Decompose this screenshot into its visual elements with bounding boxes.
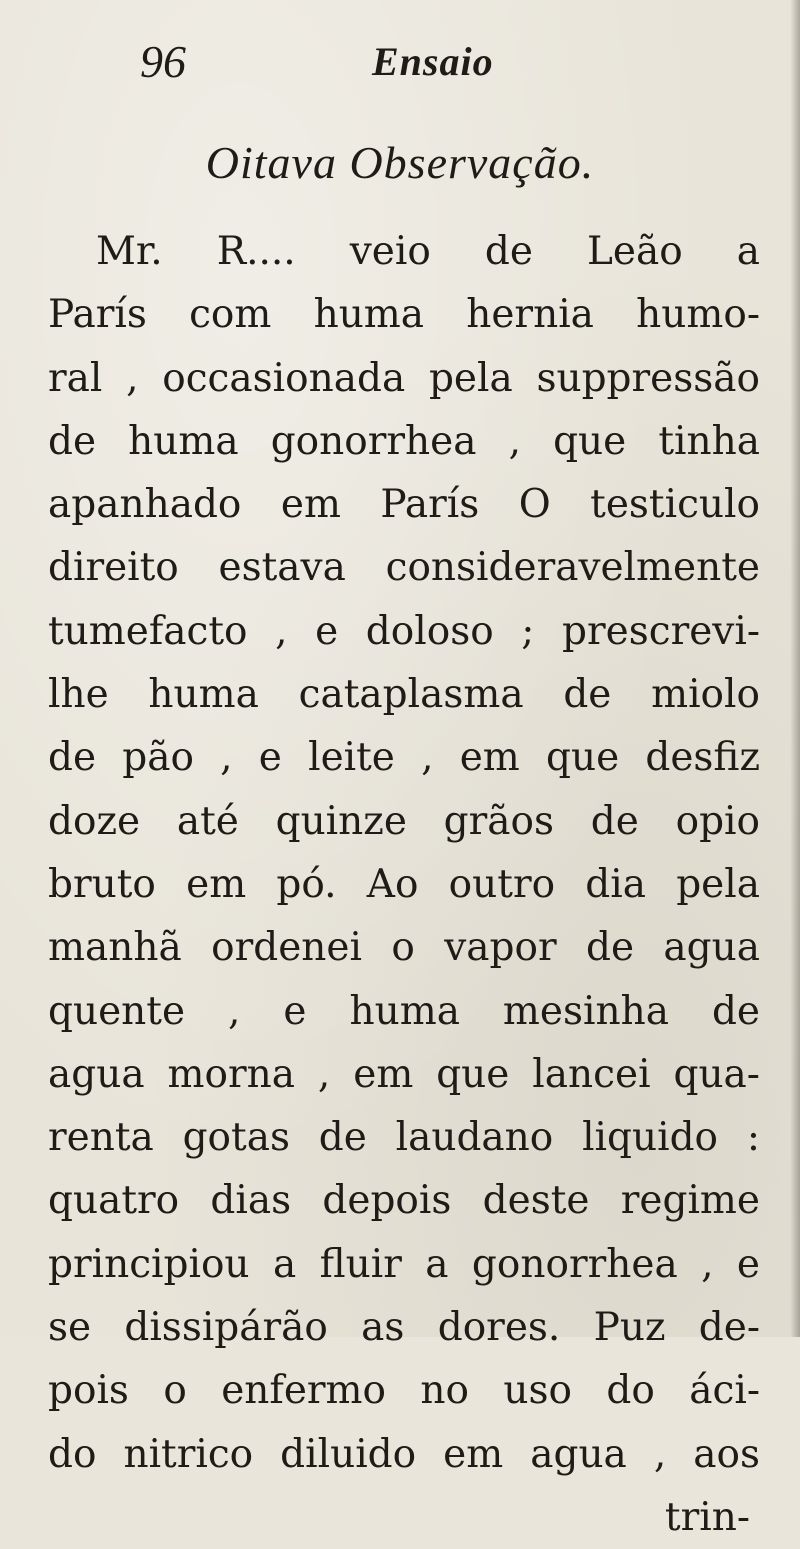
text-line: direito estava consideravelmente <box>48 545 760 591</box>
text-line: doze até quinze grãos de opio <box>48 798 760 844</box>
running-head: Ensaio <box>372 39 494 84</box>
text-line: ral , occasionada pela suppressão <box>48 355 760 401</box>
text-line: bruto em pó. Ao outro dia pela <box>48 861 760 907</box>
text-line: quente , e huma mesinha de <box>48 988 760 1034</box>
text-line: manhã ordenei o vapor de agua <box>48 925 760 971</box>
text-line: de huma gonorrhea , que tinha <box>48 418 760 464</box>
text-line: Mr. R.... veio de Leão a <box>96 229 760 274</box>
text-line: apanhado em París O testiculo <box>48 482 760 528</box>
page-number: 96 <box>140 36 186 87</box>
page-header <box>140 32 660 92</box>
text-line: se dissipárão as dores. Puz de- <box>48 1305 760 1351</box>
text-line: tumefacto , e doloso ; prescrevi- <box>48 608 760 654</box>
catchword: trin- <box>664 1494 750 1540</box>
text-line: pois o enfermo no uso do áci- <box>48 1368 760 1414</box>
body-text <box>48 220 760 1549</box>
section-title: Oitava Observação. <box>205 137 595 188</box>
text-line: lhe huma cataplasma de miolo <box>48 672 760 718</box>
text-line: renta gotas de laudano liquido : <box>48 1115 760 1161</box>
text-line: principiou a fluir a gonorrhea , e <box>48 1241 760 1287</box>
text-line: de pão , e leite , em que desfiz <box>48 735 760 781</box>
page-edge-shadow <box>790 0 800 1337</box>
text-line: do nitrico diluido em agua , aos <box>48 1431 760 1477</box>
text-line: París com huma hernia humo- <box>48 292 760 338</box>
text-line: quatro dias depois deste regime <box>48 1178 760 1224</box>
text-line: agua morna , em que lancei qua- <box>48 1051 760 1097</box>
